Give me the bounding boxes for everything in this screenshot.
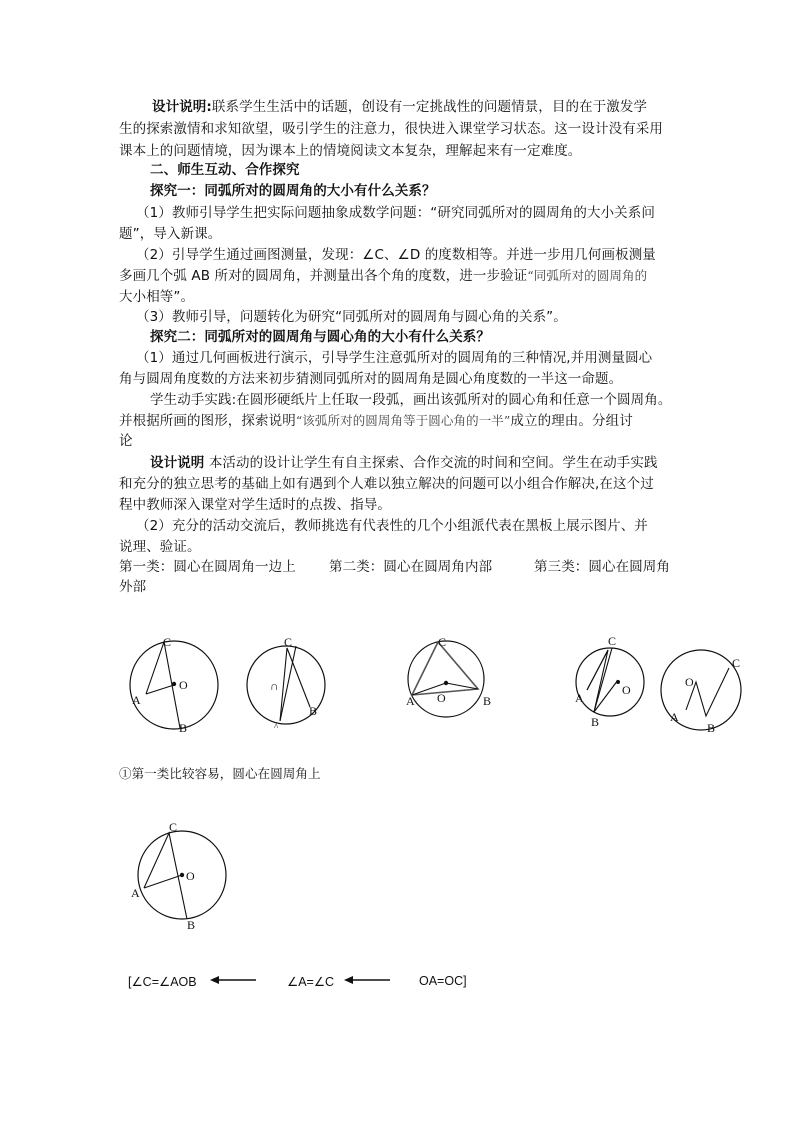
label-C: C	[608, 634, 617, 648]
design-note-2-label: 设计说明	[150, 455, 205, 471]
case-1-heading: ①第一类比较容易，圆心在圆周角上	[119, 766, 321, 781]
p6-line-1: （2）充分的活动交流后，教师挑选有代表性的几个小组派代表在黑板上展示图片、并	[136, 518, 648, 534]
explore-2-text: 探究二：同弧所对的圆周角与圆心角的大小有什么关系？	[150, 329, 490, 345]
label-B: B	[187, 918, 196, 932]
design-note-1-line-3: 课本上的问题情境，因为课本上的情境阅读文本复杂，理解起来有一定难度。	[119, 143, 582, 159]
p3: （3）教师引导，问题转化为研究“同弧所对的圆周角与圆心角的关系”。	[136, 309, 567, 325]
p5-line-2-a: 并根据所画的图形，探索说明	[119, 413, 296, 429]
section-heading: 二、师生互动、合作探究	[150, 162, 300, 178]
category-3: 第三类：圆心在圆周角	[534, 559, 670, 575]
design-note-label: 设计说明	[152, 99, 207, 115]
design-note-text: 联系学生生活中的话题，创设有一定挑战性的问题情景，目的在于激发学	[211, 99, 648, 115]
label-A: A	[670, 710, 679, 724]
p2-line-1: （2）引导学生通过画图测量，发现：∠C、∠D 的度数相等。并进一步用几何画板测量	[136, 247, 656, 263]
label-C: C	[284, 635, 293, 649]
p5-line-2	[119, 411, 633, 431]
figure-case-4	[575, 634, 644, 729]
label-O: O	[186, 869, 195, 883]
label-B: B	[591, 715, 600, 729]
label-B: B	[483, 694, 492, 708]
p2-line-2-quote: “同弧所对的圆周角的	[527, 268, 648, 283]
label-C: C	[732, 656, 741, 670]
label-B: B	[707, 721, 716, 735]
p1-line-1: （1）教师引导学生把实际问题抽象成数学问题：“研究同弧所对的圆周角的大小关系问	[136, 205, 655, 221]
explore-1-heading	[150, 181, 436, 201]
label-A: ^	[274, 722, 279, 732]
label-A: A	[406, 694, 415, 708]
category-1: 第一类：圆心在圆周角一边上	[119, 559, 296, 575]
figure-case-2	[247, 635, 325, 732]
label-O: ∩	[270, 679, 279, 693]
p2-line-2	[119, 266, 647, 286]
p5-line-2-quote: “该弧所对的圆周角等于圆心角的一半”	[295, 413, 511, 428]
label-B: B	[179, 721, 188, 735]
label-O: O	[179, 678, 188, 692]
label-C: C	[438, 635, 447, 649]
design-note-1-line-1	[152, 97, 647, 117]
left-arrow-icon	[208, 974, 260, 988]
design-note-2-line-1	[150, 453, 658, 473]
equation-1: [∠C=∠AOB	[128, 975, 197, 989]
figure-case-3	[406, 635, 491, 717]
label-A: A	[132, 693, 141, 707]
p2-line-2-a: 多画几个弧 AB 所对的圆周角，并测量出各个角的度数，进一步验证	[119, 268, 528, 284]
label-C: C	[163, 635, 172, 649]
p6-line-2: 说理、验证。	[119, 539, 201, 555]
category-2: 第二类：圆心在圆周角内部	[329, 559, 493, 575]
label-O: O	[685, 675, 694, 689]
label-O: O	[437, 691, 446, 705]
label-C: C	[169, 820, 178, 834]
p2-line-3: 大小相等”。	[119, 289, 195, 305]
design-note-1-line-2: 生的探索激情和求知欲望，吸引学生的注意力，很快进入课堂学习状态。这一设计没有采用	[119, 121, 663, 137]
label-B: B	[309, 704, 318, 718]
figure-case-1-detail	[120, 815, 230, 935]
equation-3: OA=OC]	[419, 974, 467, 988]
left-arrow-icon	[342, 974, 394, 988]
design-note-2-line-2: 和充分的独立思考的基础上如有遇到个人难以独立解决的问题可以小组合作解决,在这个过	[119, 476, 654, 492]
p4-line-2: 角与圆周角度数的方法来初步猜测同弧所对的圆周角是圆心角度数的一半这一命题。	[119, 371, 623, 387]
p5-line-2-c: 成立的理由。分组讨	[510, 413, 633, 429]
figures-row	[0, 620, 794, 750]
p5-line-1: 学生动手实践:在圆形硬纸片上任取一段弧，画出该弧所对的圆心角和任意一个圆周角。	[150, 392, 672, 408]
label-A: A	[575, 691, 584, 705]
p4-line-1: （1）通过几何画板进行演示，引导学生注意弧所对的圆周角的三种情况,并用测量圆心	[136, 350, 653, 366]
explore-2-heading	[150, 327, 490, 347]
equation-2: ∠A=∠C	[287, 975, 335, 989]
p1-line-2: 题”，导入新课。	[119, 226, 222, 242]
label-A: A	[131, 886, 140, 900]
p5-line-3: 论	[119, 433, 133, 449]
design-note-2-text: 本活动的设计让学生有自主探索、合作交流的时间和空间。学生在动手实践	[208, 455, 658, 471]
design-note-2-line-3: 程中教师深入课堂对学生适时的点拨、指导。	[119, 497, 391, 513]
design-note-colon: :	[206, 99, 212, 115]
explore-1-text: 探究一：同弧所对的圆周角的大小有什么关系？	[150, 183, 436, 199]
figure-case-1	[130, 635, 218, 735]
figure-case-5	[661, 650, 741, 735]
category-3-cont: 外部	[119, 579, 147, 595]
label-O: O	[622, 683, 631, 697]
